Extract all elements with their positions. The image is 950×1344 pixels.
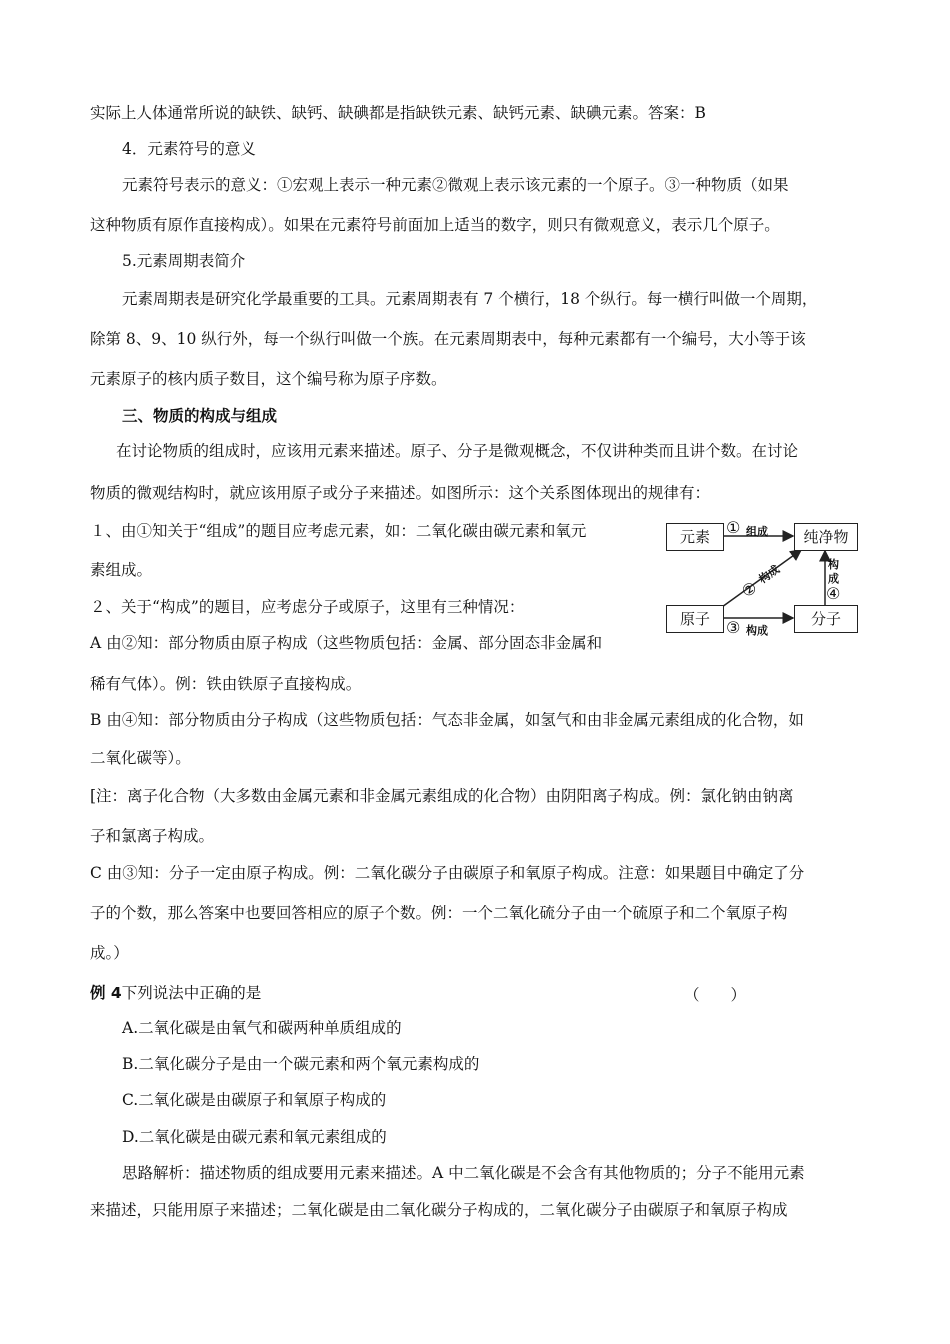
text-line: 子的个数，那么答案中也要回答相应的原子个数。例：一个二氧化硫分子由一个硫原子和二个氧原子构	[90, 904, 788, 922]
option-d: D.二氧化碳是由碳元素和氧元素组成的	[122, 1128, 387, 1146]
box-element: 元素	[666, 523, 724, 551]
arrow-2-number: ②	[737, 577, 761, 602]
box-atom: 原子	[666, 605, 724, 633]
arrow-4-label-bottom: 成	[828, 572, 839, 585]
example-label: 例 4	[90, 984, 122, 1002]
section-heading: 三、物质的构成与组成	[122, 407, 278, 425]
text-line: 二氧化碳等）。	[90, 749, 191, 767]
text-line: 来描述，只能用原子来描述；二氧化碳是由二氧化碳分子构成的，二氧化碳分子由碳原子和氧原子构成	[90, 1201, 788, 1219]
text-line: 素组成。	[90, 561, 153, 579]
arrow-3-label: 构成	[746, 624, 768, 637]
text-line: 实际上人体通常所说的缺铁、缺钙、缺碘都是指缺铁元素、缺钙元素、缺碘元素。答案：B	[90, 104, 706, 122]
text-line: 元素符号表示的意义：①宏观上表示一种元素②微观上表示该元素的一个原子。③一种物质（如果	[122, 176, 789, 194]
arrow-4-label-top: 构	[828, 558, 839, 571]
text-line: 物质的微观结构时，就应该用原子或分子来描述。如图所示：这个关系图体现出的规律有：	[90, 484, 711, 502]
box-pure-substance: 纯净物	[794, 523, 858, 551]
section-heading: 4．元素符号的意义	[122, 140, 256, 158]
box-molecule: 分子	[794, 605, 858, 633]
arrow-1-label: 组成	[746, 525, 768, 538]
text-line: 成。）	[90, 944, 129, 962]
text-line: 子和氯离子构成。	[90, 827, 215, 845]
text-line: 元素周期表是研究化学最重要的工具。元素周期表有 7 个横行，18 个纵行。每一横行叫做一个周期，	[122, 290, 818, 308]
option-b: B.二氧化碳分子是由一个碳元素和两个氧元素构成的	[122, 1055, 480, 1073]
text-line: A 由②知：部分物质由原子构成（这些物质包括：金属、部分固态非金属和	[90, 634, 603, 652]
composition-diagram	[662, 518, 862, 640]
arrow-4-number: ④	[826, 584, 841, 603]
example-text: 下列说法中正确的是	[121, 984, 262, 1002]
text-line: 这种物质有原作直接构成）。如果在元素符号前面加上适当的数字，则只有微观意义，表示几个原子。	[90, 216, 780, 234]
text-line: １、由①知关于“组成”的题目应考虑元素，如：二氧化碳由碳元素和氧元	[90, 522, 587, 540]
option-a: A.二氧化碳是由氧气和碳两种单质组成的	[122, 1019, 402, 1037]
text-line: ２、关于“构成”的题目，应考虑分子或原子，这里有三种情况：	[90, 598, 525, 616]
arrow-1-number: ①	[726, 518, 741, 537]
option-c: C.二氧化碳是由碳原子和氧原子构成的	[122, 1091, 387, 1109]
arrow-3-number: ③	[726, 618, 741, 637]
example-question	[90, 983, 261, 1003]
section-heading: 5.元素周期表简介	[122, 252, 246, 270]
arrow-2-label: 构成	[756, 562, 783, 587]
text-line: 思路解析：描述物质的组成要用元素来描述。A 中二氧化碳是不会含有其他物质的；分子不能用元素	[122, 1164, 805, 1182]
text-line: 稀有气体）。例：铁由铁原子直接构成。	[90, 675, 362, 693]
text-line: 除第 8、9、10 纵行外，每一个纵行叫做一个族。在元素周期表中，每种元素都有一个编号，大小等于该	[90, 330, 806, 348]
text-line: C 由③知：分子一定由原子构成。例：二氧化碳分子由碳原子和氧原子构成。注意：如果题目中确定了分	[90, 864, 805, 882]
text-line: 在讨论物质的组成时，应该用元素来描述。原子、分子是微观概念，不仅讲种类而且讲个数。在讨论	[116, 442, 799, 460]
text-line: B 由④知：部分物质由分子构成（这些物质包括：气态非金属，如氢气和由非金属元素组成的化合物，如	[90, 711, 804, 729]
text-line: [注：离子化合物（大多数由金属元素和非金属元素组成的化合物）由阴阳离子构成。例：氯化钠由钠离	[90, 787, 794, 805]
answer-blank: （ ）	[684, 986, 747, 1004]
text-line: 元素原子的核内质子数目，这个编号称为原子序数。	[90, 370, 447, 388]
